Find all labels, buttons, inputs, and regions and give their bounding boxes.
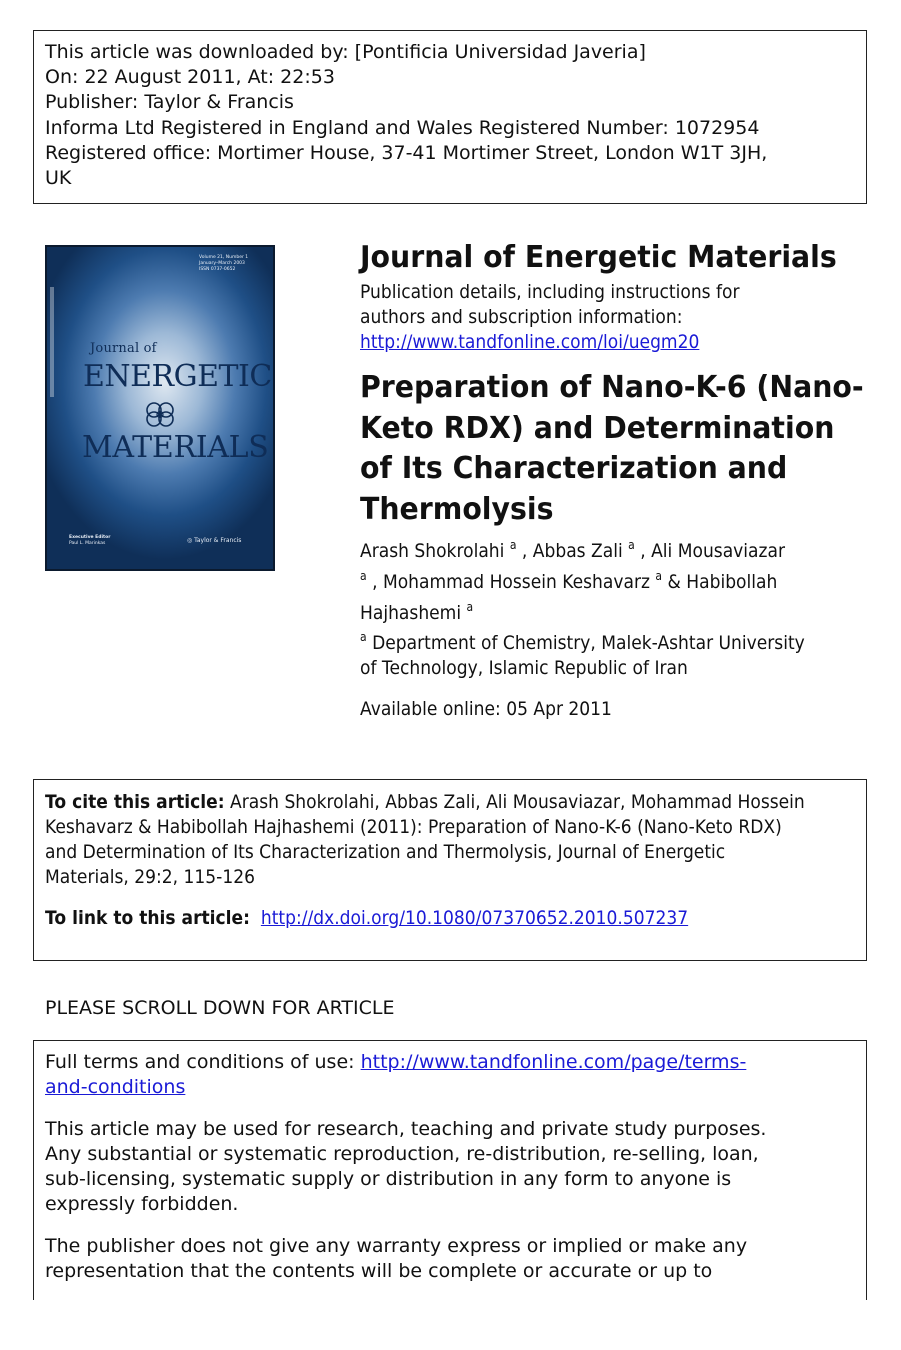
terms-paragraph-line: expressly forbidden. bbox=[45, 1193, 239, 1215]
author-line bbox=[360, 567, 828, 598]
citation-line: Keshavarz & Habibollah Hajhashemi (2011): Preparation of Nano-K-6 (Nano-Keto RDX) bbox=[45, 816, 782, 838]
article-title bbox=[360, 368, 862, 530]
affiliation bbox=[360, 631, 880, 681]
cover-editor bbox=[69, 535, 110, 547]
author-name: Habibollah bbox=[686, 571, 778, 593]
author-list bbox=[360, 536, 880, 629]
doi-link[interactable]: http://dx.doi.org/10.1080/07370652.2010.507237 bbox=[260, 907, 689, 929]
citation-box bbox=[33, 779, 867, 961]
cover-volume-line: January–March 2003 bbox=[199, 261, 245, 266]
terms-paragraph-line: sub-licensing, systematic supply or distribution in any form to anyone is bbox=[45, 1168, 732, 1190]
author-separator: , bbox=[372, 571, 378, 593]
available-online-date: Available online: 05 Apr 2011 bbox=[360, 698, 612, 720]
terms-link[interactable]: and-conditions bbox=[45, 1076, 186, 1098]
cover-energetic: ENERGETIC bbox=[83, 359, 272, 394]
terms-line bbox=[45, 1050, 855, 1075]
download-info-line: UK bbox=[45, 167, 72, 190]
download-info-line: On: 22 August 2011, At: 22:53 bbox=[45, 66, 335, 89]
terms-paragraph-line: This article may be used for research, teaching and private study purposes. bbox=[45, 1118, 767, 1140]
citation-line bbox=[45, 790, 805, 815]
terms-paragraph-line: The publisher does not give any warranty express or implied or make any bbox=[45, 1235, 748, 1257]
download-info-box bbox=[33, 30, 867, 204]
affiliation-line bbox=[360, 631, 828, 656]
journal-cover-image bbox=[45, 245, 275, 571]
article-title-line: Thermolysis bbox=[360, 491, 554, 527]
cite-label: To cite this article: bbox=[45, 791, 225, 813]
author-line bbox=[360, 536, 828, 567]
citation-text: Arash Shokrolahi, Abbas Zali, Ali Mousaviazar, Mohammad Hossein bbox=[230, 791, 805, 813]
author-separator: , bbox=[640, 540, 646, 562]
download-info-line: Publisher: Taylor & Francis bbox=[45, 91, 294, 114]
cover-journal-of: Journal of bbox=[90, 341, 157, 356]
terms-box bbox=[33, 1040, 867, 1300]
affiliation-marker: a bbox=[360, 630, 367, 644]
cover-volume-line: ISSN 0737-0652 bbox=[199, 267, 236, 272]
journal-title: Journal of Energetic Materials bbox=[360, 240, 837, 275]
link-label: To link to this article: bbox=[45, 907, 250, 929]
affiliation-marker: a bbox=[628, 538, 635, 552]
article-link-line bbox=[45, 906, 774, 931]
cover-volume-line: Volume 21, Number 1 bbox=[199, 255, 249, 260]
author-name: Arash Shokrolahi bbox=[360, 540, 505, 562]
download-info-line: Registered office: Mortimer House, 37-41 Mortimer Street, London W1T 3JH, bbox=[45, 141, 768, 164]
affiliation-marker: a bbox=[466, 600, 474, 614]
cover-publisher-logo bbox=[187, 537, 241, 544]
cover-editor-line: Paul L. Marinkas bbox=[69, 541, 106, 546]
terms-link[interactable]: http://www.tandfonline.com/page/terms- bbox=[360, 1051, 747, 1073]
author-separator: & bbox=[667, 571, 681, 593]
article-title-line: Preparation of Nano-K-6 (Nano- bbox=[360, 370, 864, 405]
article-title-line: Keto RDX) and Determination bbox=[360, 410, 835, 446]
citation-line: Materials, 29:2, 115-126 bbox=[45, 866, 255, 888]
download-info-line: This article was downloaded by: [Pontificia Universidad Javeria] bbox=[45, 41, 646, 63]
author-name: Abbas Zali bbox=[532, 540, 623, 562]
cover-publisher-name: Taylor & Francis bbox=[194, 537, 242, 544]
affiliation-marker: a bbox=[509, 538, 517, 552]
terms-paragraph-line: Any substantial or systematic reproduction, re-distribution, re-selling, loan, bbox=[45, 1143, 759, 1165]
publication-details bbox=[360, 280, 880, 355]
cover-editor-line: Executive Editor bbox=[69, 535, 111, 540]
citation-line: and Determination of Its Characterization and Thermolysis, Journal of Energetic bbox=[45, 841, 726, 863]
cover-volume-info bbox=[199, 255, 259, 273]
cover-materials: MATERIALS bbox=[82, 430, 269, 465]
terms-paragraph-line: representation that the contents will be complete or accurate or up to bbox=[45, 1260, 713, 1282]
publication-details-line: Publication details, including instructions for bbox=[360, 281, 740, 303]
affiliation-text: Department of Chemistry, Malek-Ashtar University bbox=[372, 632, 805, 654]
publisher-logo-icon: ◎ bbox=[187, 537, 193, 544]
terms-label: Full terms and conditions of use: bbox=[45, 1051, 355, 1073]
affiliation-marker: a bbox=[655, 569, 663, 583]
terms-line bbox=[45, 1075, 855, 1100]
publication-details-line: authors and subscription information: bbox=[360, 306, 683, 328]
scroll-down-notice: PLEASE SCROLL DOWN FOR ARTICLE bbox=[45, 997, 395, 1019]
article-title-line: of Its Characterization and bbox=[360, 451, 788, 486]
author-name: Ali Mousaviazar bbox=[651, 540, 786, 562]
journal-url-link[interactable]: http://www.tandfonline.com/loi/uegm20 bbox=[360, 331, 700, 353]
author-name: Hajhashemi bbox=[360, 602, 462, 624]
affiliation-marker: a bbox=[360, 569, 367, 583]
author-separator: , bbox=[521, 540, 528, 562]
affiliation-line: of Technology, Islamic Republic of Iran bbox=[360, 657, 688, 679]
cover-emblem-icon bbox=[143, 399, 177, 429]
cover-spine-strip bbox=[50, 287, 54, 397]
download-info-line: Informa Ltd Registered in England and Wales Registered Number: 1072954 bbox=[45, 116, 760, 139]
author-line bbox=[360, 598, 828, 629]
author-name: Mohammad Hossein Keshavarz bbox=[382, 571, 650, 593]
